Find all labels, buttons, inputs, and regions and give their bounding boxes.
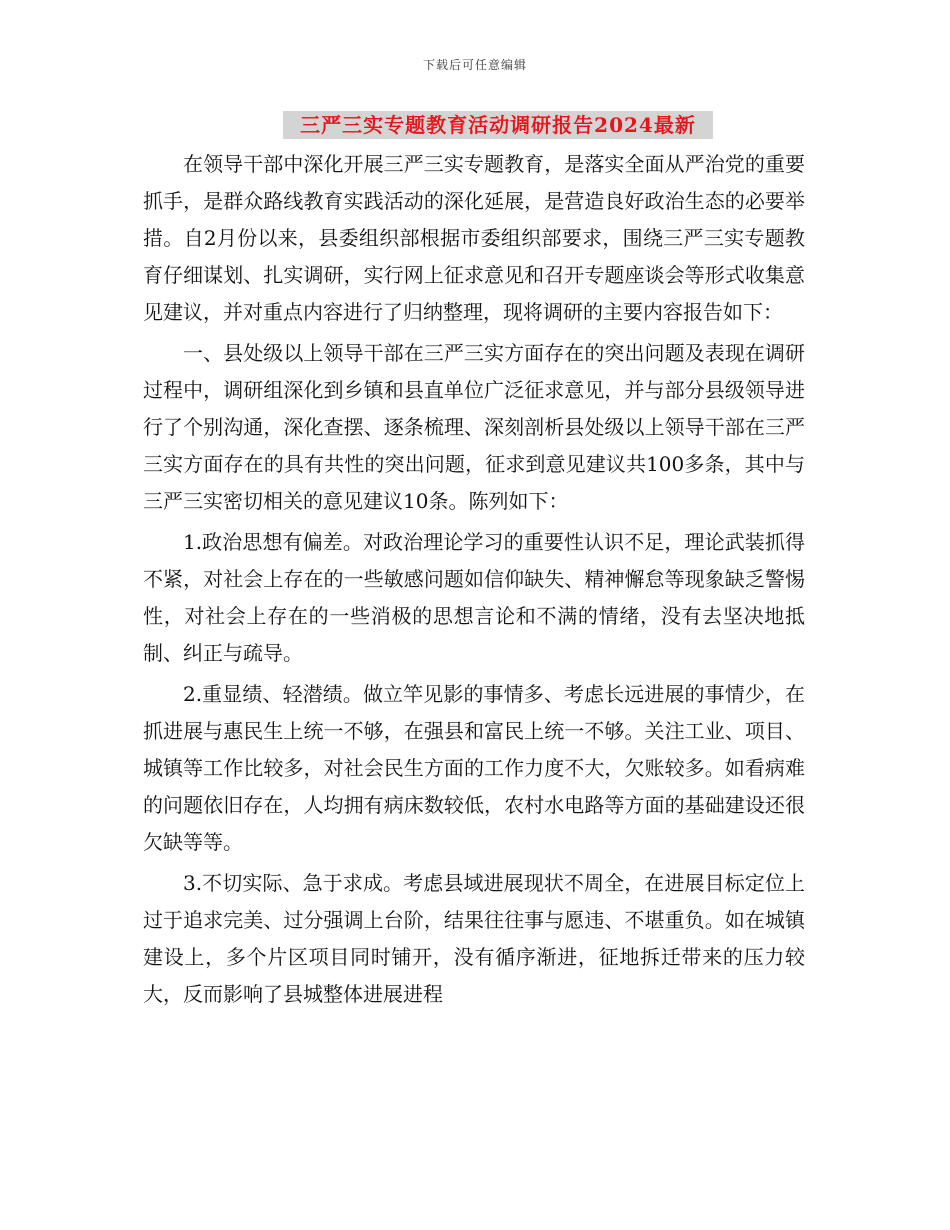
paragraph-section-one: 一、县处级以上领导干部在三严三实方面存在的突出问题及表现在调研过程中，调研组深化到乡镇和县直单位广泛征求意见，并与部分县级领导进行了个别沟通，深化查摆、逐条梳理、深刻剖析县处级以上领导干部在三严三实方面存在的具有共性的突出问题，征求到意见建议共100多条，其中与三严三实密切相关的意见建议10条。陈列如下：	[143, 341, 805, 513]
paragraph-item-1: 1.政治思想有偏差。对政治理论学习的重要性认识不足，理论武装抓得不紧，对社会上存在的一些敏感问题如信仰缺失、精神懈怠等现象缺乏警惕性，对社会上存在的一些消极的思想言论和不满的情绪，没有去坚决地抵制、纠正与疏导。	[143, 530, 805, 665]
page-header-note: 下载后可任意编辑	[422, 58, 527, 72]
paragraph-item-2: 2.重显绩、轻潜绩。做立竿见影的事情多、考虑长远进展的事情少，在抓进展与惠民生上统一不够，在强县和富民上统一不够。关注工业、项目、城镇等工作比较多，对社会民生方面的工作力度不大，欠账较多。如看病难的问题依旧存在，人均拥有病床数较低，农村水电路等方面的基础建设还很欠缺等等。	[143, 682, 805, 854]
document-title: 三严三实专题教育活动调研报告2024最新	[300, 113, 696, 137]
title-highlight	[283, 111, 713, 139]
document-body	[143, 146, 805, 1017]
paragraph-item-3: 3.不切实际、急于求成。考虑县域进展现状不周全，在进展目标定位上过于追求完美、过分强调上台阶，结果往往事与愿违、不堪重负。如在城镇建设上，多个片区项目同时铺开，没有循序渐进，征地拆迁带来的压力较大，反而影响了县城整体进展进程	[143, 871, 805, 1006]
paragraph-intro: 在领导干部中深化开展三严三实专题教育，是落实全面从严治党的重要抓手，是群众路线教育实践活动的深化延展，是营造良好政治生态的必要举措。自2月份以来，县委组织部根据市委组织部要求，围绕三严三实专题教育仔细谋划、扎实调研，实行网上征求意见和召开专题座谈会等形式收集意见建议，并对重点内容进行了归纳整理，现将调研的主要内容报告如下：	[143, 152, 805, 324]
